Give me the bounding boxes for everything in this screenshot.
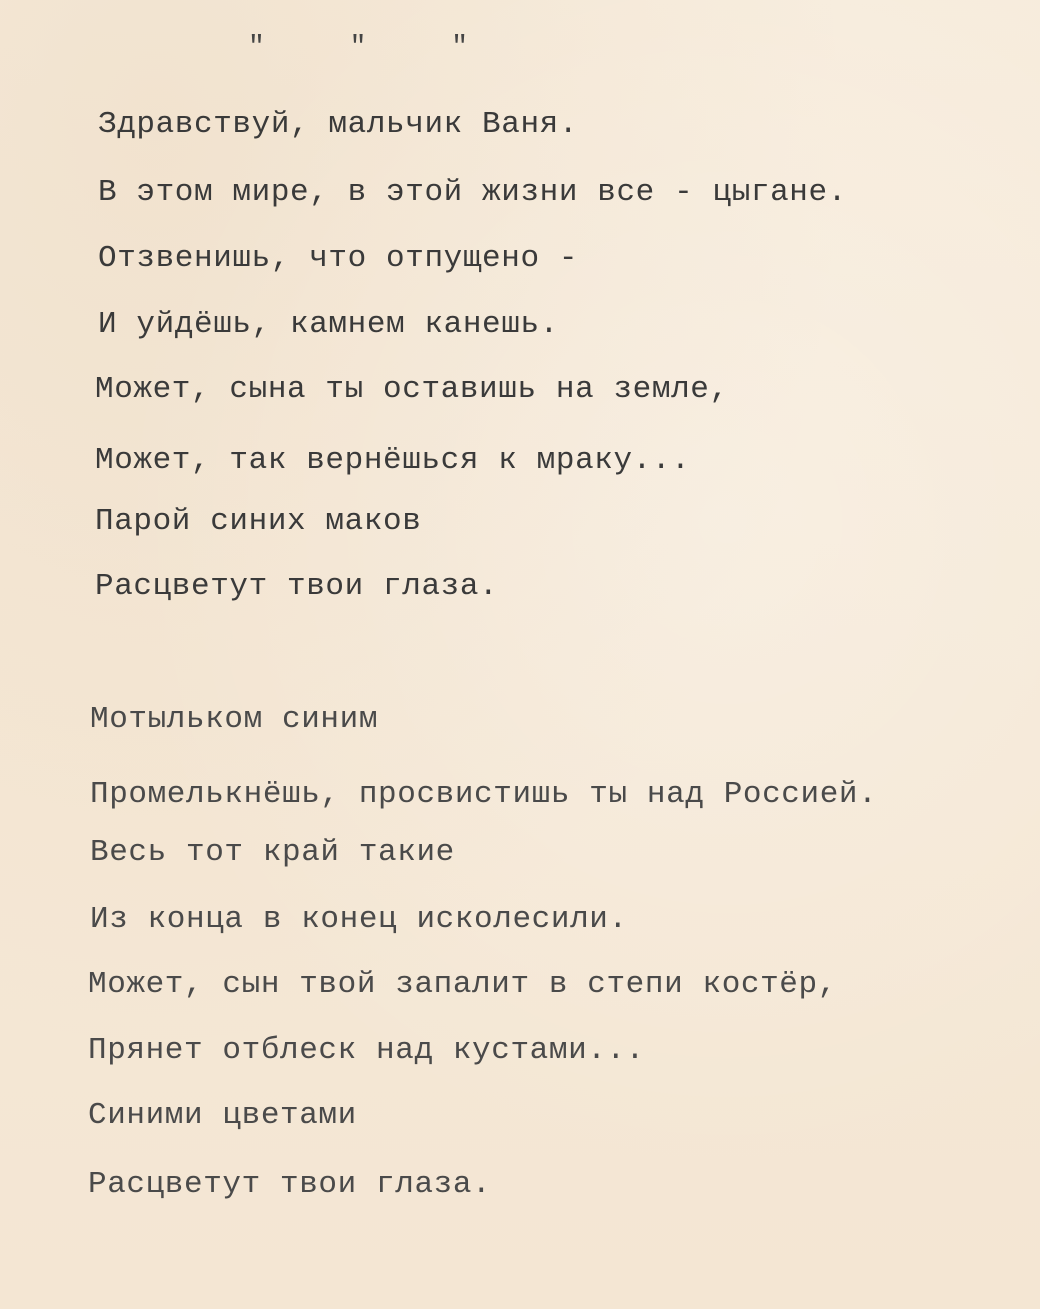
poem-line: Здравствуй, мальчик Ваня. [98, 107, 579, 142]
poem-line: В этом мире, в этой жизни все - цыгане. [98, 175, 847, 210]
poem-line: Расцветут твои глаза. [95, 569, 499, 604]
poem-line: Синими цветами [88, 1098, 357, 1133]
poem-line: Промелькнёшь, просвистишь ты над Россией. [90, 777, 878, 812]
poem-line: Может, так вернёшься к мраку... [95, 443, 691, 478]
poem-line: Мотыльком синим [90, 702, 379, 737]
poem-line: Отзвенишь, что отпущено - [98, 241, 579, 276]
ditto-marks: " " " [248, 32, 503, 63]
poem-line: Из конца в конец исколесили. [90, 902, 628, 937]
poem-line: И уйдёшь, камнем канешь. [98, 307, 559, 342]
poem-line: Весь тот край такие [90, 835, 455, 870]
poem-line: Прянет отблеск над кустами... [88, 1033, 645, 1068]
poem-line: Может, сын твой запалит в степи костёр, [88, 967, 837, 1002]
poem-line: Расцветут твои глаза. [88, 1167, 492, 1202]
poem-line: Может, сына ты оставишь на земле, [95, 372, 729, 407]
poem-line: Парой синих маков [95, 504, 422, 539]
